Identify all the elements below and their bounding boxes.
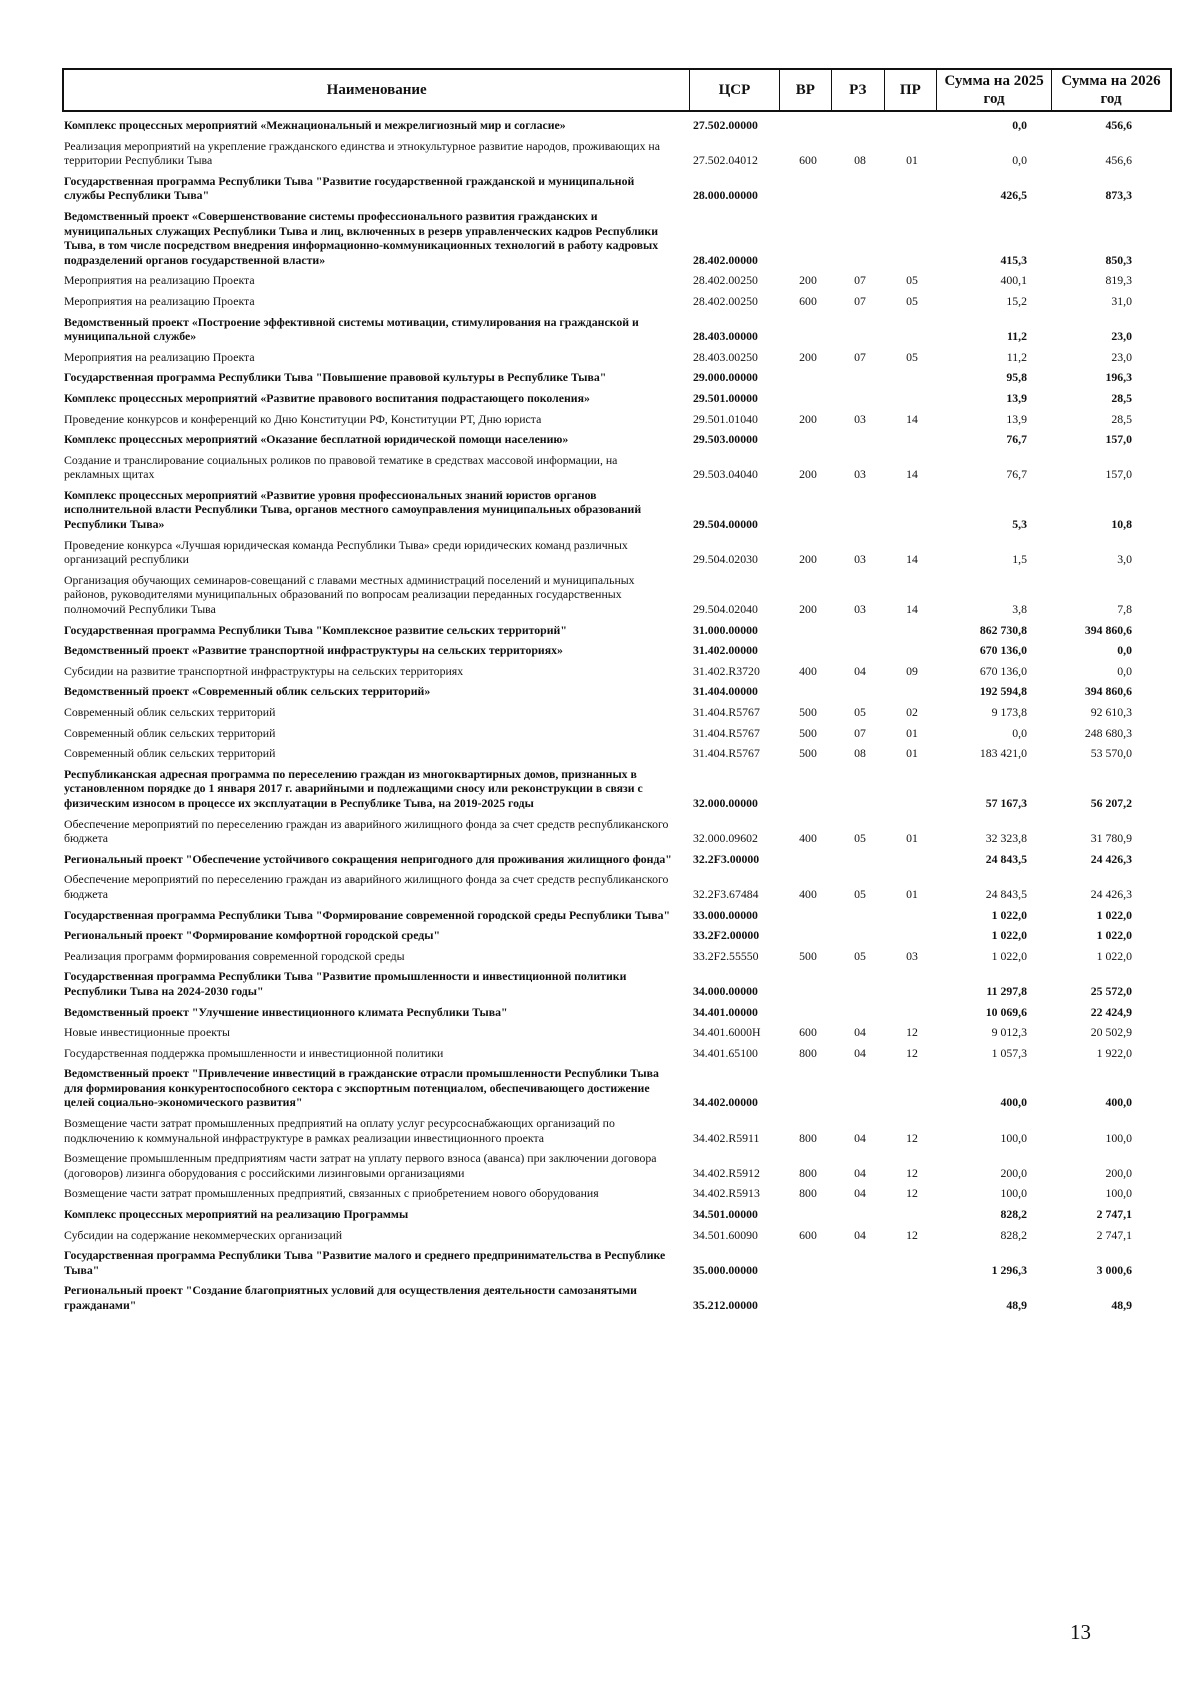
row-csr: 34.501.60090 xyxy=(693,1227,758,1242)
table-row xyxy=(62,453,1172,482)
row-sum-2025: 11 297,8 xyxy=(986,983,1027,998)
table-row xyxy=(62,1151,1172,1180)
row-name: Государственная поддержка промышленности и инвестиционной политики xyxy=(64,1045,444,1060)
row-sum-2026: 394 860,6 xyxy=(1084,684,1132,699)
row-name: Реализация мероприятий на укрепление гражданского единства и этнокультурное развитие народов, проживающих на территории Республики Тыва xyxy=(64,138,660,168)
table-row xyxy=(62,817,1172,846)
row-sum-2025: 3,8 xyxy=(1012,602,1027,617)
row-rz: 04 xyxy=(854,1165,866,1180)
table-row xyxy=(62,767,1172,811)
table-row xyxy=(62,315,1172,344)
row-vr: 200 xyxy=(799,602,817,617)
row-rz: 04 xyxy=(854,1130,866,1145)
row-csr: 29.503.00000 xyxy=(693,432,758,447)
table-row xyxy=(62,928,1172,943)
row-pr: 14 xyxy=(906,467,918,482)
row-vr: 800 xyxy=(799,1045,817,1060)
row-name: Создание и транслирование социальных роликов по правовой тематике в средствах массовой информации, на рекламных щитах xyxy=(64,452,618,482)
row-sum-2026: 23,0 xyxy=(1111,349,1132,364)
row-csr: 34.402.R5912 xyxy=(693,1165,760,1180)
row-sum-2025: 426,5 xyxy=(1000,188,1027,203)
row-name: Обеспечение мероприятий по переселению граждан из аварийного жилищного фонда за счет средств республиканского бюджета xyxy=(64,816,669,846)
header-rz: РЗ xyxy=(831,70,884,110)
row-name: Государственная программа Республики Тыва "Развитие промышленности и инвестиционной политики Республики Тыва на 2024-2030 годы" xyxy=(64,969,627,998)
row-csr: 32.2F3.00000 xyxy=(693,851,760,866)
row-sum-2026: 850,3 xyxy=(1105,252,1132,267)
table-row xyxy=(62,1186,1172,1201)
row-pr: 12 xyxy=(906,1227,918,1242)
row-sum-2026: 873,3 xyxy=(1105,188,1132,203)
row-sum-2026: 31,0 xyxy=(1111,293,1132,308)
row-sum-2025: 11,2 xyxy=(1007,329,1027,344)
row-name: Ведомственный проект «Построение эффективной системы мотивации, стимулирования на гражданской и муниципальной службе» xyxy=(64,314,639,344)
table-row xyxy=(62,1005,1172,1020)
row-name: Ведомственный проект «Совершенствование системы профессионального развития гражданских и муниципальных служащих Республики Тыва и лиц, включенных в резерв управленческих кадров Республики Тыва, в том числе посредством внедрения информационно-коммуникационных технологий в работу кадровых подразделений органов государственной власти» xyxy=(64,208,659,267)
table-row xyxy=(62,294,1172,309)
row-vr: 500 xyxy=(799,948,817,963)
row-csr: 28.000.00000 xyxy=(693,188,758,203)
row-sum-2025: 400,0 xyxy=(1000,1095,1027,1110)
row-sum-2025: 100,0 xyxy=(1000,1186,1027,1201)
row-sum-2026: 157,0 xyxy=(1105,432,1132,447)
table-row xyxy=(62,391,1172,406)
table-row xyxy=(62,488,1172,532)
row-name: Современный облик сельских территорий xyxy=(64,725,276,740)
row-csr: 29.503.04040 xyxy=(693,467,758,482)
table-row xyxy=(62,1025,1172,1040)
row-csr: 29.504.00000 xyxy=(693,517,758,532)
row-sum-2025: 0,0 xyxy=(1012,118,1027,132)
row-name: Ведомственный проект "Улучшение инвестиционного климата Республики Тыва" xyxy=(64,1004,508,1019)
row-sum-2026: 0,0 xyxy=(1117,643,1132,658)
table-row xyxy=(62,726,1172,741)
row-rz: 04 xyxy=(854,663,866,678)
row-name: Государственная программа Республики Тыва "Повышение правовой культуры в Республике Тыва" xyxy=(64,370,607,385)
row-csr: 34.501.00000 xyxy=(693,1207,758,1222)
table-row xyxy=(62,538,1172,567)
table-row xyxy=(62,1248,1172,1277)
row-vr: 800 xyxy=(799,1165,817,1180)
row-pr: 01 xyxy=(906,725,918,740)
row-csr: 34.401.6000H xyxy=(693,1025,761,1040)
row-name: Мероприятия на реализацию Проекта xyxy=(64,293,255,308)
table-row xyxy=(62,1228,1172,1243)
row-sum-2026: 3,0 xyxy=(1117,552,1132,567)
row-sum-2025: 24 843,5 xyxy=(985,886,1027,901)
row-csr: 32.000.00000 xyxy=(693,795,758,810)
row-sum-2025: 415,3 xyxy=(1000,252,1027,267)
row-name: Субсидии на содержание некоммерческих организаций xyxy=(64,1227,343,1242)
row-name: Возмещение части затрат промышленных предприятий на оплату услуг ресурсоснабжающих организаций по подключению к коммунальной инфраструктуре в рамках реализации инвестиционного проекта xyxy=(64,1116,615,1145)
row-sum-2025: 13,9 xyxy=(1006,390,1027,405)
row-csr: 29.501.01040 xyxy=(693,411,758,426)
row-vr: 200 xyxy=(799,552,817,567)
row-rz: 05 xyxy=(854,886,866,901)
row-pr: 12 xyxy=(906,1130,918,1145)
row-name: Субсидии на развитие транспортной инфраструктуры на сельских территориях xyxy=(64,663,464,678)
row-csr: 28.403.00250 xyxy=(693,349,758,364)
row-sum-2025: 9 173,8 xyxy=(991,705,1027,719)
row-sum-2025: 9 012,3 xyxy=(991,1025,1027,1040)
row-name: Реализация программ формирования современной городской среды xyxy=(64,948,405,963)
row-sum-2025: 100,0 xyxy=(1000,1130,1027,1145)
row-sum-2025: 57 167,3 xyxy=(985,795,1027,810)
row-csr: 33.000.00000 xyxy=(693,907,758,922)
header-sum-2025: Сумма на 2025 год xyxy=(936,70,1051,110)
row-sum-2026: 400,0 xyxy=(1105,1095,1132,1110)
row-sum-2026: 200,0 xyxy=(1105,1165,1132,1180)
row-sum-2026: 56 207,2 xyxy=(1090,795,1132,810)
row-rz: 08 xyxy=(854,746,866,761)
row-name: Комплекс процессных мероприятий «Развитие правового воспитания подрастающего поколения» xyxy=(64,390,590,405)
row-sum-2026: 1 022,0 xyxy=(1096,907,1132,922)
row-csr: 32.2F3.67484 xyxy=(693,886,759,901)
row-pr: 05 xyxy=(906,293,918,308)
row-rz: 04 xyxy=(854,1045,866,1060)
row-rz: 07 xyxy=(854,273,866,288)
row-vr: 600 xyxy=(799,293,817,308)
row-vr: 400 xyxy=(799,831,817,846)
row-name: Государственная программа Республики Тыва "Формирование современной городской среды Республики Тыва" xyxy=(64,907,671,922)
row-csr: 29.504.02030 xyxy=(693,552,758,567)
table-row xyxy=(62,1207,1172,1222)
row-sum-2026: 248 680,3 xyxy=(1084,725,1132,740)
row-sum-2025: 10 069,6 xyxy=(985,1004,1027,1019)
row-sum-2026: 48,9 xyxy=(1111,1298,1132,1312)
row-pr: 03 xyxy=(906,948,918,963)
header-name: Наименование xyxy=(326,82,427,98)
row-sum-2025: 15,2 xyxy=(1006,293,1027,308)
row-name: Мероприятия на реализацию Проекта xyxy=(64,349,255,364)
budget-table xyxy=(62,68,1172,1313)
row-pr: 05 xyxy=(906,349,918,364)
row-sum-2026: 2 747,1 xyxy=(1096,1207,1132,1222)
table-row xyxy=(62,139,1172,168)
row-name: Ведомственный проект "Привлечение инвестиций в гражданские отрасли промышленности Республики Тыва для формирования конкурентоспособного сектора с экспортным потенциалом, обеспечивающего достижение целей социально-экономического развития" xyxy=(64,1066,659,1110)
row-csr: 29.501.00000 xyxy=(693,390,758,405)
row-name: Возмещение промышленным предприятиям части затрат на уплату первого взноса (аванса) при заключении договора (договоров) лизинга оборудования с российскими лизинговыми организациями xyxy=(64,1151,657,1180)
page-number: 13 xyxy=(1070,1620,1091,1644)
row-vr: 600 xyxy=(799,153,817,168)
table-row xyxy=(62,370,1172,385)
row-pr: 12 xyxy=(906,1045,918,1060)
row-csr: 34.402.00000 xyxy=(693,1095,758,1110)
row-pr: 12 xyxy=(906,1025,918,1040)
table-row xyxy=(62,643,1172,658)
row-csr: 29.504.02040 xyxy=(693,602,758,617)
row-rz: 04 xyxy=(854,1227,866,1242)
row-sum-2025: 828,2 xyxy=(1000,1207,1027,1222)
row-sum-2026: 7,8 xyxy=(1117,602,1132,617)
row-sum-2025: 76,7 xyxy=(1006,467,1027,482)
row-rz: 03 xyxy=(854,552,866,567)
row-csr: 34.000.00000 xyxy=(693,983,758,998)
row-name: Комплекс процессных мероприятий на реализацию Программы xyxy=(64,1207,409,1222)
row-sum-2025: 1 296,3 xyxy=(991,1262,1027,1277)
row-csr: 31.404.R5767 xyxy=(693,746,760,761)
row-vr: 200 xyxy=(799,273,817,288)
row-name: Комплекс процессных мероприятий «Развитие уровня профессиональных знаний юристов органов исполнительной власти Республики Тыва, органов местного самоуправления муниципальных образований Республики Тыва» xyxy=(64,487,642,532)
table-row xyxy=(62,1046,1172,1061)
row-sum-2025: 76,7 xyxy=(1006,432,1027,447)
row-sum-2025: 1,5 xyxy=(1012,552,1027,567)
row-pr: 09 xyxy=(906,663,918,678)
row-csr: 27.502.00000 xyxy=(693,118,758,132)
row-vr: 200 xyxy=(799,411,817,426)
row-csr: 31.000.00000 xyxy=(693,622,758,637)
row-csr: 27.502.04012 xyxy=(693,153,758,168)
row-sum-2026: 24 426,3 xyxy=(1090,886,1132,901)
row-name: Новые инвестиционные проекты xyxy=(64,1025,230,1040)
row-sum-2025: 24 843,5 xyxy=(985,851,1027,866)
row-csr: 31.404.R5767 xyxy=(693,725,760,740)
row-sum-2026: 394 860,6 xyxy=(1084,622,1132,637)
table-row xyxy=(62,684,1172,699)
row-sum-2025: 670 136,0 xyxy=(979,643,1027,658)
row-csr: 28.402.00250 xyxy=(693,273,758,288)
row-sum-2026: 10,8 xyxy=(1111,517,1132,532)
row-rz: 08 xyxy=(854,153,866,168)
table-row xyxy=(62,705,1172,720)
row-sum-2026: 456,6 xyxy=(1105,153,1132,168)
table-row xyxy=(62,432,1172,447)
row-name: Республиканская адресная программа по переселению граждан из многоквартирных домов, признанных в установленном порядке до 1 января 2017 г. аварийными и подлежащими сносу или реконструкции в связи с физическим износом в процессе их эксплуатации в Республике Тыва, на 2019-2025 годы xyxy=(64,766,643,810)
row-csr: 28.402.00250 xyxy=(693,293,758,308)
row-csr: 31.404.R5767 xyxy=(693,705,760,719)
row-sum-2026: 28,5 xyxy=(1111,411,1132,426)
header-vr: ВР xyxy=(779,70,832,110)
table-row xyxy=(62,1283,1172,1312)
row-csr: 33.2F2.55550 xyxy=(693,948,759,963)
row-vr: 600 xyxy=(799,1227,817,1242)
table-row xyxy=(62,664,1172,679)
row-pr: 01 xyxy=(906,886,918,901)
row-sum-2025: 670 136,0 xyxy=(979,663,1027,678)
table-row xyxy=(62,908,1172,923)
row-sum-2025: 0,0 xyxy=(1012,153,1027,168)
row-rz: 07 xyxy=(854,349,866,364)
header-sum-2026: Сумма на 2026 год xyxy=(1051,70,1170,110)
row-rz: 05 xyxy=(854,705,866,719)
row-vr: 400 xyxy=(799,663,817,678)
table-row xyxy=(62,573,1172,617)
row-vr: 400 xyxy=(799,886,817,901)
row-sum-2025: 200,0 xyxy=(1000,1165,1027,1180)
row-rz: 03 xyxy=(854,602,866,617)
table-row xyxy=(62,412,1172,427)
row-csr: 29.000.00000 xyxy=(693,370,758,385)
row-csr: 35.000.00000 xyxy=(693,1262,758,1277)
row-name: Обеспечение мероприятий по переселению граждан из аварийного жилищного фонда за счет средств республиканского бюджета xyxy=(64,872,669,901)
row-vr: 500 xyxy=(799,746,817,761)
row-pr: 14 xyxy=(906,552,918,567)
row-rz: 03 xyxy=(854,467,866,482)
header-csr: ЦСР xyxy=(689,70,778,110)
row-sum-2026: 196,3 xyxy=(1105,370,1132,385)
row-sum-2026: 1 022,0 xyxy=(1096,948,1132,963)
row-sum-2026: 3 000,6 xyxy=(1096,1262,1132,1277)
row-sum-2025: 1 022,0 xyxy=(991,907,1027,922)
table-row xyxy=(62,273,1172,288)
table-row xyxy=(62,118,1172,133)
row-sum-2026: 1 022,0 xyxy=(1096,928,1132,943)
row-name: Комплекс процессных мероприятий «Межнациональный и межрелигиозный мир и согласие» xyxy=(64,118,566,132)
row-rz: 04 xyxy=(854,1025,866,1040)
row-sum-2025: 828,2 xyxy=(1000,1227,1027,1242)
row-sum-2025: 95,8 xyxy=(1006,370,1027,385)
row-sum-2025: 48,9 xyxy=(1006,1298,1027,1312)
table-row xyxy=(62,852,1172,867)
row-name: Современный облик сельских территорий xyxy=(64,746,276,761)
row-pr: 14 xyxy=(906,411,918,426)
row-rz: 03 xyxy=(854,411,866,426)
table-row xyxy=(62,350,1172,365)
row-sum-2026: 22 424,9 xyxy=(1090,1004,1132,1019)
row-pr: 01 xyxy=(906,746,918,761)
row-pr: 14 xyxy=(906,602,918,617)
header-pr: ПР xyxy=(884,70,937,110)
row-sum-2026: 2 747,1 xyxy=(1096,1227,1132,1242)
row-sum-2026: 20 502,9 xyxy=(1090,1025,1132,1040)
row-sum-2026: 157,0 xyxy=(1105,467,1132,482)
row-name: Комплекс процессных мероприятий «Оказание бесплатной юридической помощи населению» xyxy=(64,432,569,447)
row-sum-2025: 0,0 xyxy=(1012,725,1027,740)
table-row xyxy=(62,1066,1172,1110)
row-name: Проведение конкурсов и конференций ко Дню Конституции РФ, Конституции РТ, Дню юриста xyxy=(64,411,542,426)
row-csr: 28.402.00000 xyxy=(693,252,758,267)
row-sum-2025: 32 323,8 xyxy=(985,831,1027,846)
row-csr: 31.402.00000 xyxy=(693,643,758,658)
row-vr: 500 xyxy=(799,725,817,740)
row-csr: 31.402.R3720 xyxy=(693,663,760,678)
row-name: Мероприятия на реализацию Проекта xyxy=(64,273,255,288)
row-pr: 12 xyxy=(906,1186,918,1201)
row-name: Ведомственный проект «Современный облик сельских территорий» xyxy=(64,684,431,699)
row-rz: 04 xyxy=(854,1186,866,1201)
row-name: Региональный проект "Обеспечение устойчивого сокращения непригодного для проживания жилищного фонда" xyxy=(64,851,672,866)
row-vr: 600 xyxy=(799,1025,817,1040)
row-vr: 200 xyxy=(799,349,817,364)
row-sum-2026: 0,0 xyxy=(1117,663,1132,678)
row-name: Проведение конкурса «Лучшая юридическая команда Республики Тыва» среди юридических команд различных организаций республики xyxy=(64,537,628,567)
row-sum-2025: 862 730,8 xyxy=(979,622,1027,637)
row-sum-2026: 1 922,0 xyxy=(1096,1045,1132,1060)
row-rz: 07 xyxy=(854,725,866,740)
row-sum-2026: 92 610,3 xyxy=(1090,705,1132,719)
row-name: Государственная программа Республики Тыва "Развитие малого и среднего предпринимательства в Республике Тыва" xyxy=(64,1248,666,1277)
row-name: Региональный проект "Формирование комфортной городской среды" xyxy=(64,928,441,943)
row-sum-2025: 11,2 xyxy=(1006,349,1027,364)
row-pr: 05 xyxy=(906,273,918,288)
row-name: Государственная программа Республики Тыва "Комплексное развитие сельских территорий" xyxy=(64,622,567,637)
row-csr: 28.403.00000 xyxy=(693,329,758,344)
row-pr: 01 xyxy=(906,153,918,168)
table-row xyxy=(62,1116,1172,1145)
row-sum-2025: 1 022,0 xyxy=(991,948,1027,963)
row-vr: 800 xyxy=(799,1186,817,1201)
row-sum-2026: 456,6 xyxy=(1105,118,1132,132)
row-csr: 33.2F2.00000 xyxy=(693,928,760,943)
row-sum-2026: 53 570,0 xyxy=(1090,746,1132,761)
row-sum-2025: 5,3 xyxy=(1012,517,1027,532)
row-sum-2026: 23,0 xyxy=(1111,329,1132,344)
row-pr: 02 xyxy=(906,705,918,719)
row-pr: 01 xyxy=(906,831,918,846)
row-rz: 07 xyxy=(854,293,866,308)
row-name: Возмещение части затрат промышленных предприятий, связанных с приобретением нового оборудования xyxy=(64,1186,599,1201)
table-row xyxy=(62,209,1172,267)
row-sum-2025: 13,9 xyxy=(1006,411,1027,426)
table-row xyxy=(62,969,1172,998)
row-sum-2026: 31 780,9 xyxy=(1090,831,1132,846)
row-sum-2026: 100,0 xyxy=(1105,1186,1132,1201)
row-vr: 500 xyxy=(799,705,817,719)
row-rz: 05 xyxy=(854,831,866,846)
row-vr: 200 xyxy=(799,467,817,482)
row-sum-2025: 183 421,0 xyxy=(979,746,1027,761)
table-header xyxy=(62,68,1172,112)
row-rz: 05 xyxy=(854,948,866,963)
row-pr: 12 xyxy=(906,1165,918,1180)
row-sum-2026: 24 426,3 xyxy=(1090,851,1132,866)
row-sum-2025: 1 057,3 xyxy=(991,1045,1027,1060)
row-name: Государственная программа Республики Тыва "Развитие государственной гражданской и муниципальной службы Республики Тыва" xyxy=(64,173,635,203)
row-csr: 31.404.00000 xyxy=(693,684,758,699)
row-sum-2026: 100,0 xyxy=(1105,1130,1132,1145)
row-csr: 34.401.65100 xyxy=(693,1045,758,1060)
table-row xyxy=(62,174,1172,203)
table-row xyxy=(62,623,1172,638)
row-sum-2026: 819,3 xyxy=(1105,273,1132,288)
table-body xyxy=(62,118,1172,1313)
row-csr: 34.402.R5913 xyxy=(693,1186,760,1201)
row-csr: 34.402.R5911 xyxy=(693,1130,760,1145)
row-name: Региональный проект "Создание благоприятных условий для осуществления деятельности самозанятыми гражданами" xyxy=(64,1283,637,1312)
table-row xyxy=(62,872,1172,901)
row-vr: 800 xyxy=(799,1130,817,1145)
row-csr: 34.401.00000 xyxy=(693,1004,758,1019)
table-row xyxy=(62,949,1172,964)
row-csr: 35.212.00000 xyxy=(693,1298,758,1312)
row-sum-2026: 25 572,0 xyxy=(1090,983,1132,998)
row-sum-2026: 28,5 xyxy=(1111,390,1132,405)
row-name: Ведомственный проект «Развитие транспортной инфраструктуры на сельских территориях» xyxy=(64,643,563,658)
row-name: Современный облик сельских территорий xyxy=(64,705,276,719)
row-sum-2025: 400,1 xyxy=(1000,273,1027,288)
table-row xyxy=(62,746,1172,761)
row-csr: 32.000.09602 xyxy=(693,831,758,846)
row-name: Организация обучающих семинаров-совещаний с главами местных администраций поселений и муниципальных районов, руководителями муниципальных образований по вопросам реализации переданных государственных полномочий Республики Тыва xyxy=(64,572,635,617)
row-sum-2025: 1 022,0 xyxy=(991,928,1027,943)
row-sum-2025: 192 594,8 xyxy=(979,684,1027,699)
